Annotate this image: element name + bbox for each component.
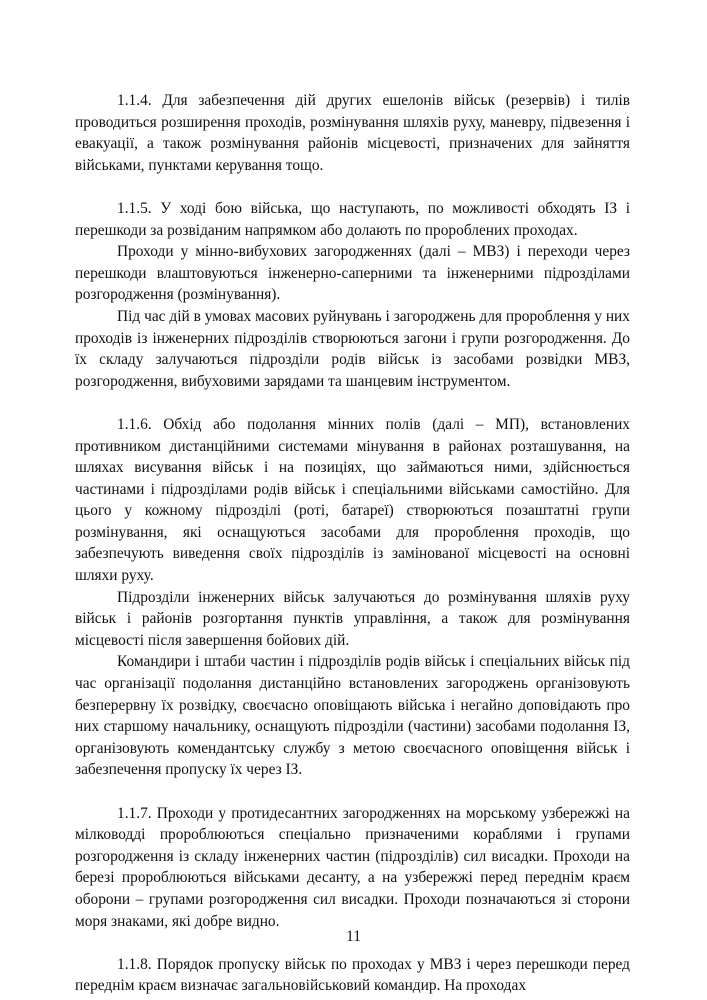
paragraph-mass-destruction: Під час дій в умовах масових руйнувань і загороджень для пророблення у них проходів із інженерних підрозділів створюються загони і групи розгородження. До їх складу залучаються підрозділи родів військ із засобами розвідки МВЗ, розгородження, вибуховими зарядами та шанцевим інструментом. [75, 307, 630, 390]
body-text [75, 90, 630, 997]
paragraph-1-1-7: 1.1.7. Проходи у протидесантних загородженнях на морському узбережжі на мілководді пророблюються спеціально призначеними кораблями і групами розгородження із складу інженерних частин (підрозділів) сил висадки. Проходи на березі пророблюються військами десанту, а на узбережжі перед переднім краєм оборони – групами розгородження сил висадки. Проходи позначаються зі сторони моря знаками, які добре видно. [75, 804, 630, 930]
paragraph-1-1-6: 1.1.6. Обхід або подолання мінних полів (далі – МП), встановлених противником дистанційними системами мінування в районах розташування, на шляхах висування військ і на позиціях, що займаються ними, здійснюється частинами і підрозділами родів військ і спеціальними військами самостійно. Для цього у кожному підрозділі (роті, батареї) створюються позаштатні групи розмінування, які оснащуються засобами для пророблення проходів, що забезпечують виведення своїх підрозділів із замінованої місцевості на основні шляхи руху. [75, 415, 630, 585]
paragraph-1-1-4: 1.1.4. Для забезпечення дій других ешелонів військ (резервів) і тилів проводиться розширення проходів, розмінування шляхів руху, маневру, підвезення і евакуації, а також розмінування районів місцевості, призначених для зайняття військами, пунктами керування тощо. [75, 92, 630, 174]
paragraph-1-1-5: 1.1.5. У ході бою війська, що наступають, по можливості обходять ІЗ і перешкоди за розвіданим напрямком або долають по пророблених проходах. [75, 199, 630, 239]
page-number: 11 [346, 928, 361, 945]
paragraph-engineer-units: Підрозділи інженерних військ залучаються до розмінування шляхів руху військ і районів розгортання пунктів управління, а також для розмінування місцевості після завершення бойових дій. [75, 588, 630, 649]
paragraph-commanders: Командири і штаби частин і підрозділів родів військ і спеціальних військ під час організації подолання дистанційно встановлених загороджень організовують безперервну їх розвідку, своєчасно оповіщають війська і негайно доповідають про них старшому начальнику, оснащують підрозділи (частини) засобами подолання ІЗ, організовують комендантську службу з метою своєчасного оповіщення військ і забезпечення пропуску їх через ІЗ. [75, 653, 630, 779]
paragraph-1-1-8: 1.1.8. Порядок пропуску військ по проходах у МВЗ і через перешкоди перед переднім краєм визначає загальновійськовий командир. На проходах [75, 955, 630, 995]
paragraph-mvz-passages: Проходи у мінно-вибухових загородженнях (далі – МВЗ) і переходи через перешкоди влаштовуються інженерно-саперними та інженерними підрозділами розгородження (розмінування). [75, 243, 630, 304]
